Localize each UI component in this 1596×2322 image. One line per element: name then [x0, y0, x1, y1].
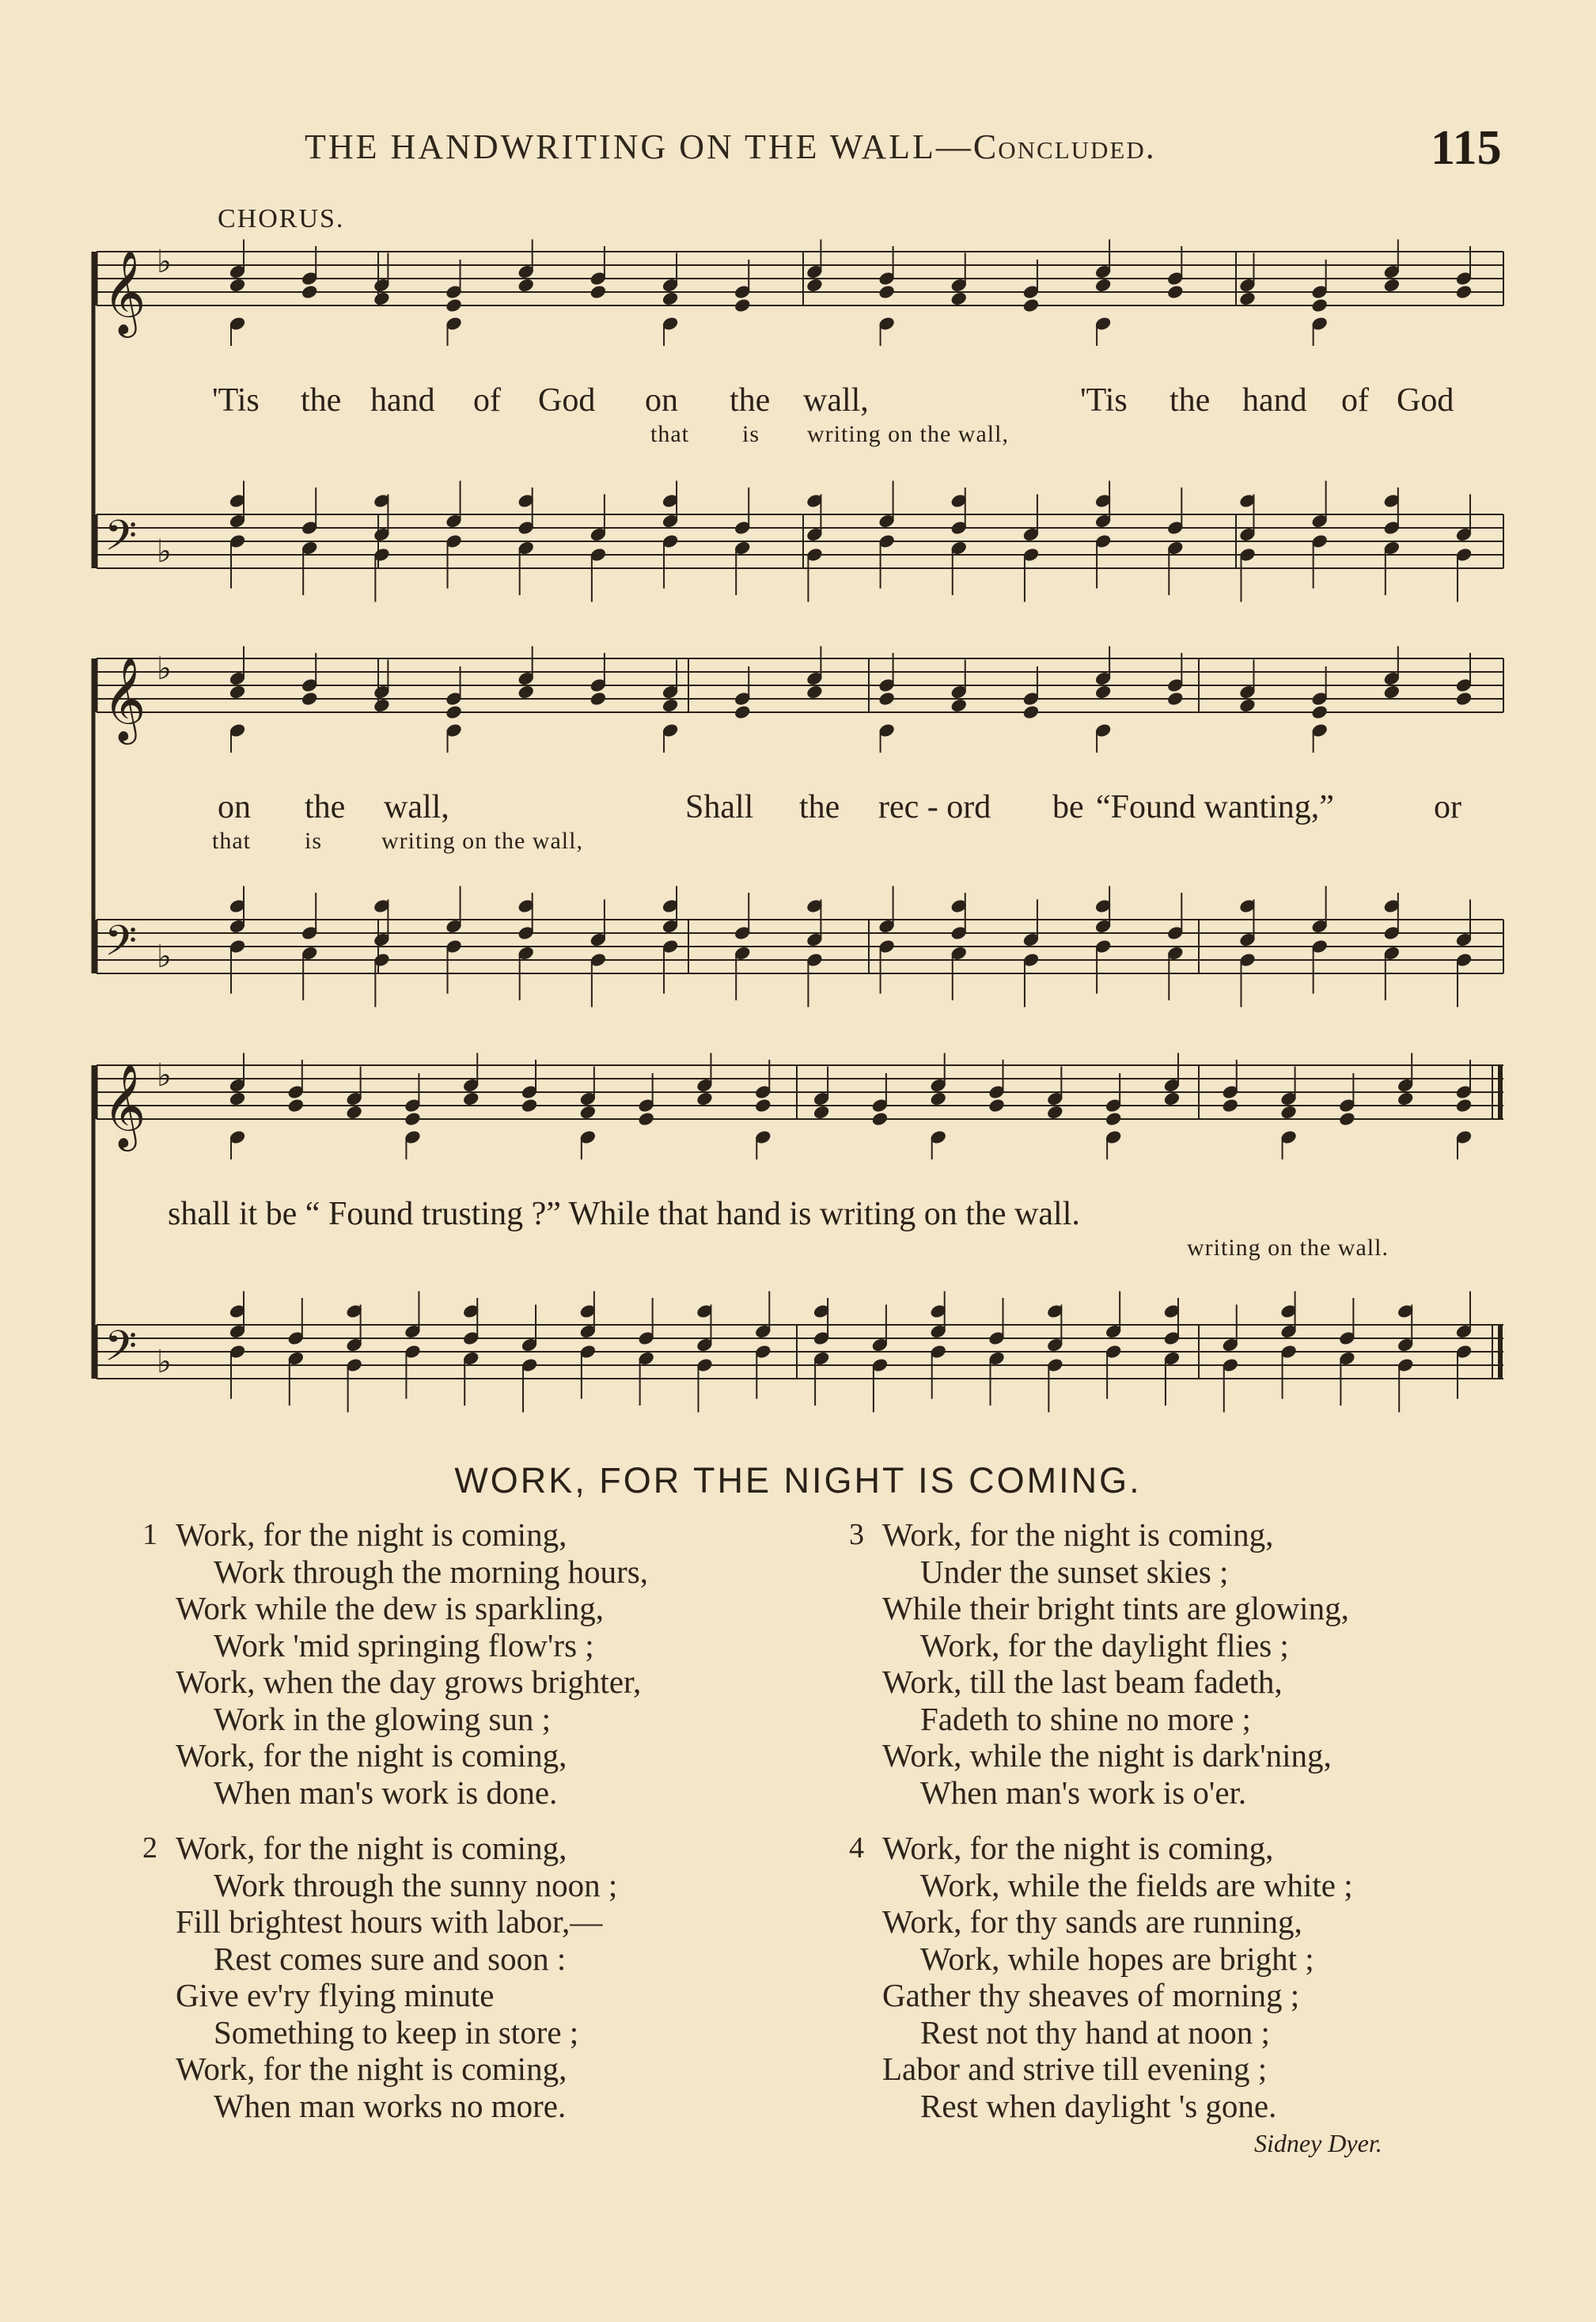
verse-line: When man works no more.	[214, 2087, 567, 2124]
verse-line: Work, for thy sands are running,	[882, 1903, 1302, 1940]
verse-line: Under the sunset skies ;	[920, 1553, 1229, 1590]
note-head	[734, 298, 751, 313]
verse-2	[142, 1830, 618, 2124]
verse-line: Work, for the daylight flies ;	[920, 1626, 1289, 1664]
note-head	[1166, 691, 1184, 706]
note-head	[1046, 1105, 1063, 1120]
lyric-1: 'Tis	[212, 382, 260, 419]
note-head	[662, 291, 679, 306]
note-head	[696, 1091, 714, 1106]
flat-icon: ♭	[157, 533, 172, 570]
verse-line: Work, while hopes are bright ;	[920, 1940, 1314, 1977]
note-head	[930, 1091, 947, 1106]
note-head	[404, 1111, 422, 1126]
sub-lyric-3: writing on the wall,	[807, 421, 1009, 447]
note-head	[462, 1091, 480, 1106]
sub-lyric-4: that	[212, 828, 251, 854]
page-number: 115	[1431, 121, 1502, 175]
verse-1	[142, 1516, 648, 1811]
lyric-8: wall,	[803, 382, 869, 419]
verse-number: 3	[849, 1518, 864, 1551]
note-head	[517, 685, 535, 700]
note-head	[813, 1105, 830, 1120]
verse-line: Work, for the night is coming,	[176, 1737, 567, 1774]
lyric-22: or	[1434, 789, 1461, 825]
verse-number: 4	[849, 1831, 864, 1865]
note-head	[445, 298, 463, 313]
flat-icon: ♭	[157, 651, 172, 687]
note-head	[1455, 284, 1473, 299]
note-head	[589, 284, 607, 299]
lyric-12: of	[1341, 382, 1369, 419]
note-head	[950, 698, 968, 713]
treble-clef-icon: 𝄞	[103, 656, 146, 741]
flat-icon: ♭	[157, 939, 172, 975]
lyric-21: “Found wanting,”	[1096, 789, 1334, 825]
lyric-16: wall,	[384, 789, 449, 825]
note-head	[229, 278, 246, 293]
note-head	[1455, 691, 1473, 706]
lyric-3: hand	[370, 382, 435, 419]
note-head	[1383, 278, 1401, 293]
note-head	[734, 704, 751, 719]
verse-line: Rest comes sure and soon :	[214, 1940, 567, 1977]
verse-4	[849, 1830, 1353, 2124]
note-head	[638, 1111, 655, 1126]
note-head	[878, 284, 896, 299]
verse-line: When man's work is done.	[214, 1774, 558, 1811]
verse-line: Work, for the night is coming,	[882, 1830, 1274, 1866]
note-head	[1338, 1111, 1355, 1126]
verse-number: 1	[142, 1518, 157, 1551]
note-head	[1311, 298, 1329, 313]
lyric-14: on	[218, 789, 251, 825]
verse-line: Give ev'ry flying minute	[176, 1977, 495, 2013]
note-head	[754, 1098, 771, 1113]
sub-lyric-5: is	[305, 828, 323, 854]
note-head	[1094, 278, 1112, 293]
note-head	[1022, 704, 1040, 719]
verse-line: When man's work is o'er.	[920, 1774, 1247, 1811]
verse-line: Gather thy sheaves of morning ;	[882, 1977, 1300, 2013]
note-head	[662, 698, 679, 713]
verse-line: Work through the morning hours,	[214, 1553, 648, 1590]
header-title-suffix: Concluded.	[972, 127, 1156, 166]
lyric-7: the	[730, 382, 771, 419]
lyric-9: 'Tis	[1080, 382, 1128, 419]
verse-line: Work 'mid springing flow'rs ;	[214, 1626, 594, 1664]
flat-icon: ♭	[157, 1344, 172, 1380]
note-head	[346, 1105, 363, 1120]
hymn-author: Sidney Dyer.	[1254, 2129, 1382, 2157]
note-head	[1239, 291, 1257, 306]
note-head	[301, 284, 318, 299]
note-head	[1222, 1098, 1239, 1113]
verse-line: Rest when daylight 's gone.	[920, 2087, 1277, 2124]
bass-clef-icon: 𝄢	[104, 512, 138, 571]
note-head	[589, 691, 607, 706]
clefs	[103, 244, 172, 1381]
sub-lyric-7: writing on the wall.	[1187, 1235, 1389, 1261]
verse-line: Fadeth to shine no more ;	[920, 1700, 1251, 1737]
note-head	[950, 291, 968, 306]
verse-line: Labor and strive till evening ;	[882, 2051, 1268, 2087]
lyric-2: the	[301, 382, 342, 419]
lyric-11: hand	[1242, 382, 1307, 419]
note-head	[229, 1091, 246, 1106]
verse-line: Work, for the night is coming,	[176, 2051, 567, 2087]
note-head	[878, 691, 896, 706]
hymn-title: WORK, FOR THE NIGHT IS COMING.	[454, 1460, 1142, 1501]
verse-line: Fill brightest hours with labor,—	[176, 1903, 603, 1940]
note-head	[806, 278, 824, 293]
lyric-4: of	[473, 382, 501, 419]
note-head	[871, 1111, 889, 1126]
sub-lyric-2: is	[742, 421, 760, 447]
note-head	[1455, 1098, 1473, 1113]
note-head	[1094, 685, 1112, 700]
note-head	[229, 685, 246, 700]
running-header	[305, 127, 1333, 167]
bass-clef-icon: 𝄢	[104, 1322, 138, 1381]
flat-icon: ♭	[157, 1057, 172, 1094]
verse-line: Work in the glowing sun ;	[214, 1700, 552, 1737]
verse-line: Work, for the night is coming,	[882, 1516, 1274, 1553]
verse-3	[849, 1516, 1349, 1811]
verse-line: Work through the sunny noon ;	[214, 1866, 618, 1903]
sub-lyric-6: writing on the wall,	[381, 828, 583, 854]
chorus-label: CHORUS.	[218, 204, 345, 233]
verse-number: 2	[142, 1831, 157, 1865]
note-head	[1280, 1105, 1298, 1120]
note-head	[373, 291, 390, 306]
flat-icon: ♭	[157, 244, 172, 280]
note-head	[1105, 1111, 1122, 1126]
verse-line: Work, till the last beam fadeth,	[882, 1664, 1283, 1700]
verse-line: Work, while the fields are white ;	[920, 1866, 1353, 1903]
note-head	[521, 1098, 538, 1113]
lyric-20: be	[1052, 789, 1084, 825]
lyric-15: the	[305, 789, 346, 825]
note-head	[517, 278, 535, 293]
lyric-5: God	[538, 382, 596, 419]
lyric-6: on	[645, 382, 678, 419]
verse-line: Rest not thy hand at noon ;	[920, 2013, 1270, 2051]
verse-line: Work, for the night is coming,	[176, 1830, 567, 1866]
lyric-13: God	[1397, 382, 1454, 419]
lyric-18: the	[799, 789, 840, 825]
verse-line: Work while the dew is sparkling,	[176, 1590, 604, 1626]
note-head	[301, 691, 318, 706]
treble-clef-icon: 𝄞	[103, 1063, 146, 1148]
note-head	[988, 1098, 1006, 1113]
note-head	[1397, 1091, 1414, 1106]
note-head	[1311, 704, 1329, 719]
verse-line: Work, when the day grows brighter,	[176, 1664, 642, 1700]
note-head	[445, 704, 463, 719]
note-head	[1163, 1091, 1181, 1106]
note-head	[1166, 284, 1184, 299]
note-head	[1383, 685, 1401, 700]
lyric-10: the	[1170, 382, 1211, 419]
verse-line: While their bright tints are glowing,	[882, 1590, 1349, 1626]
verse-line: Work, for the night is coming,	[176, 1516, 567, 1553]
verse-line: Something to keep in store ;	[214, 2013, 579, 2051]
note-head	[806, 685, 824, 700]
bass-clef-icon: 𝄢	[104, 917, 138, 976]
note-head	[287, 1098, 305, 1113]
note-head	[1022, 298, 1040, 313]
note-head	[579, 1105, 597, 1120]
sub-lyric-1: that	[650, 421, 689, 447]
verse-line: Work, while the night is dark'ning,	[882, 1737, 1332, 1774]
lyric-19: rec - ord	[878, 789, 991, 825]
lyric-17: Shall	[685, 789, 754, 825]
header-title: THE HANDWRITING ON THE WALL—	[305, 127, 973, 166]
treble-clef-icon: 𝄞	[103, 249, 146, 334]
lyric-23: shall it be “ Found trusting ?” While that hand is writing on the wall.	[168, 1196, 1080, 1232]
note-head	[1239, 698, 1257, 713]
note-head	[373, 698, 390, 713]
